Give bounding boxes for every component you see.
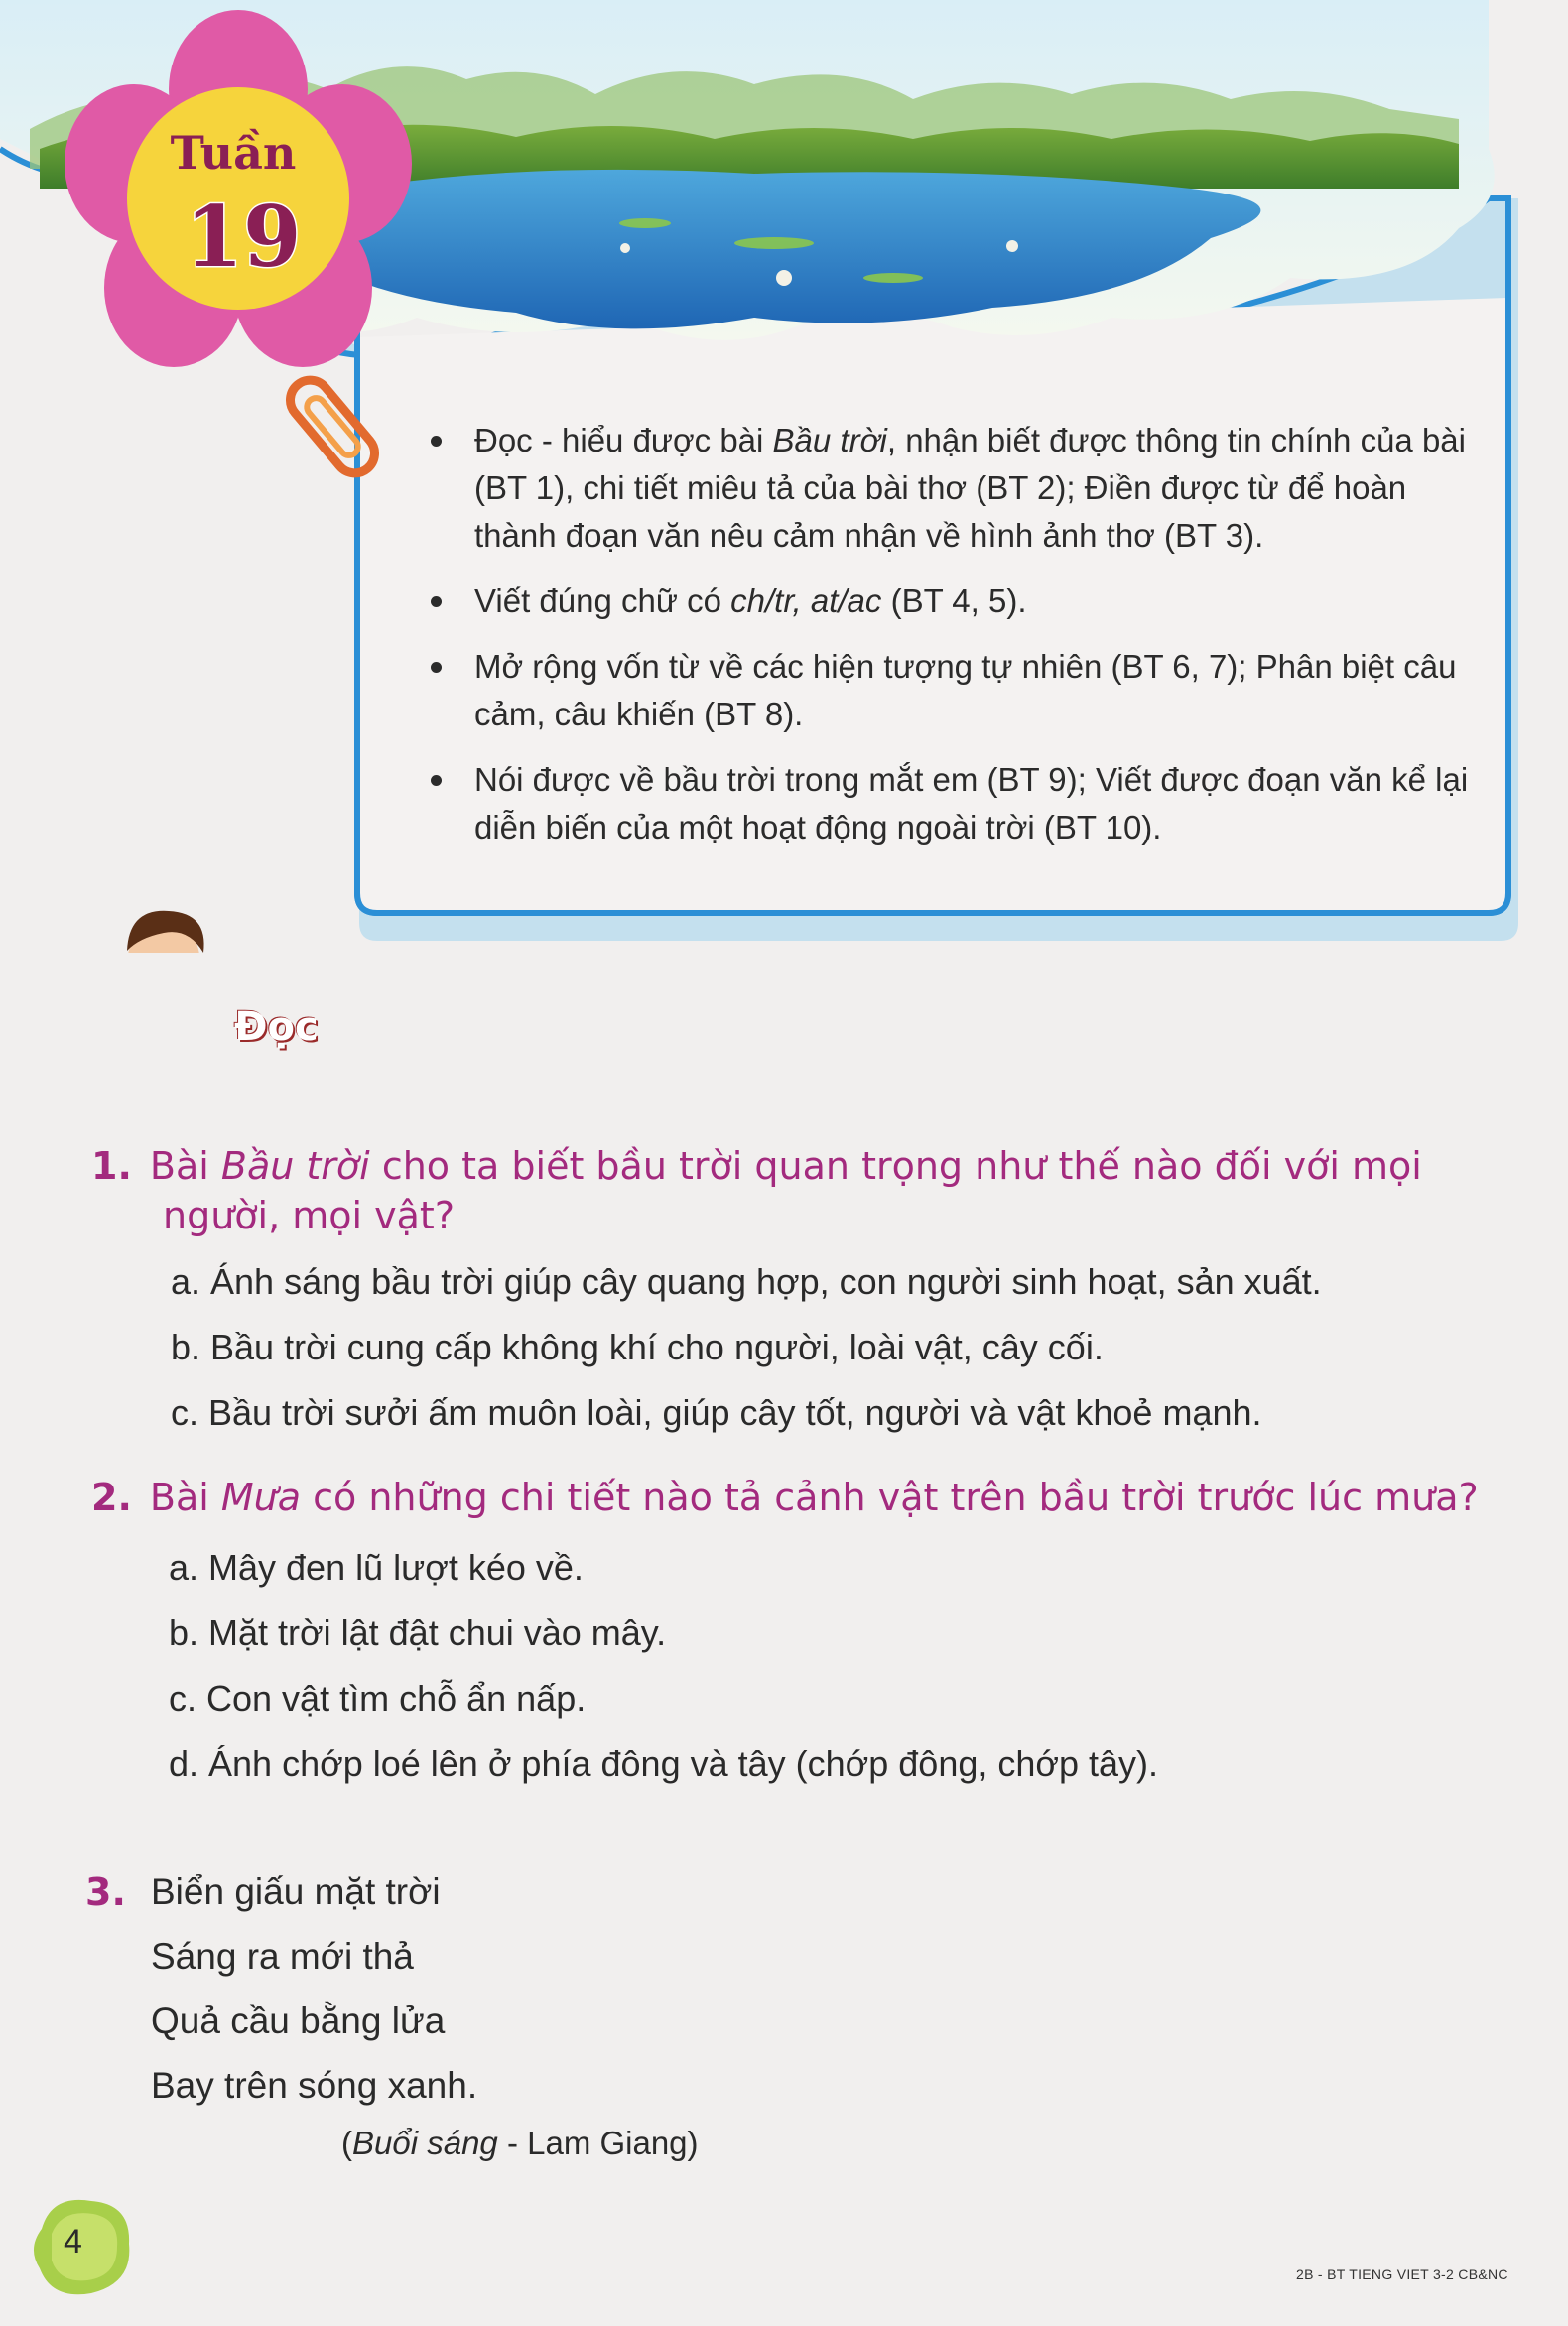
page-number: 4 [64, 2223, 82, 2261]
answer-a: a. Ánh sáng bầu trời giúp cây quang hợp, con người sinh hoạt, sản xuất. [171, 1261, 1322, 1302]
answer-b: b. Mặt trời lật đật chui vào mây. [169, 1613, 667, 1653]
poem-line: Biển giấu mặt trời [151, 1872, 441, 1912]
poem-citation: (Buổi sáng - Lam Giang) [341, 2125, 699, 2161]
answer-a: a. Mây đen lũ lượt kéo về. [169, 1547, 584, 1588]
poem-line: Bay trên sóng xanh. [151, 2065, 478, 2106]
objective-item: Viết đúng chữ có ch/tr, at/ac (BT 4, 5). [417, 578, 1489, 625]
objective-item: Mở rộng vốn từ về các hiện tượng tự nhiên (BT 6, 7); Phân biệt câu cảm, câu khiến (BT 8). [417, 643, 1489, 738]
objective-item: Đọc - hiểu được bài Bầu trời, nhận biết được thông tin chính của bài (BT 1), chi tiết miêu tả của bài thơ (BT 2); Điền được từ để hoàn thành đoạn văn nêu cảm nhận về hình ảnh thơ (BT 3). [417, 417, 1489, 560]
learning-objectives [417, 417, 1489, 869]
question-2-text: 2. Bài Mưa có những chi tiết nào tả cảnh vật trên bầu trời trước lúc mưa? [91, 1476, 1479, 1519]
answer-d: d. Ánh chớp loé lên ở phía đông và tây (chớp đông, chớp tây). [169, 1744, 1159, 1784]
answer-c: c. Bầu trời sưởi ấm muôn loài, giúp cây tốt, người và vật khoẻ mạnh. [171, 1392, 1262, 1433]
question-2 [91, 1473, 1540, 1788]
poem-line: Sáng ra mới thả [151, 1936, 414, 1977]
book-code: 2B - BT TIENG VIET 3-2 CB&NC [1296, 2266, 1508, 2282]
reading-section-badge [100, 911, 391, 953]
week-label: Tuần [170, 126, 297, 180]
answer-b: b. Bầu trời cung cấp không khí cho người, loài vật, cây cối. [171, 1327, 1104, 1367]
question-3-number: 3. [85, 1871, 126, 1914]
section-label-doc: Đọc [234, 1004, 319, 1050]
answer-c: c. Con vật tìm chỗ ẩn nấp. [169, 1678, 587, 1719]
week-number: 19 [185, 188, 302, 286]
question-3 [85, 1868, 1475, 2162]
question-1-text: 1. Bài Bầu trời cho ta biết bầu trời quan trọng như thế nào đối với mọi người, mọi vật? [91, 1144, 1422, 1237]
question-1 [91, 1141, 1540, 1437]
poem-line: Quả cầu bằng lửa [151, 2001, 446, 2041]
objective-item: Nói được về bầu trời trong mắt em (BT 9); Viết được đoạn văn kể lại diễn biến của một hoạt động ngoài trời (BT 10). [417, 756, 1489, 851]
